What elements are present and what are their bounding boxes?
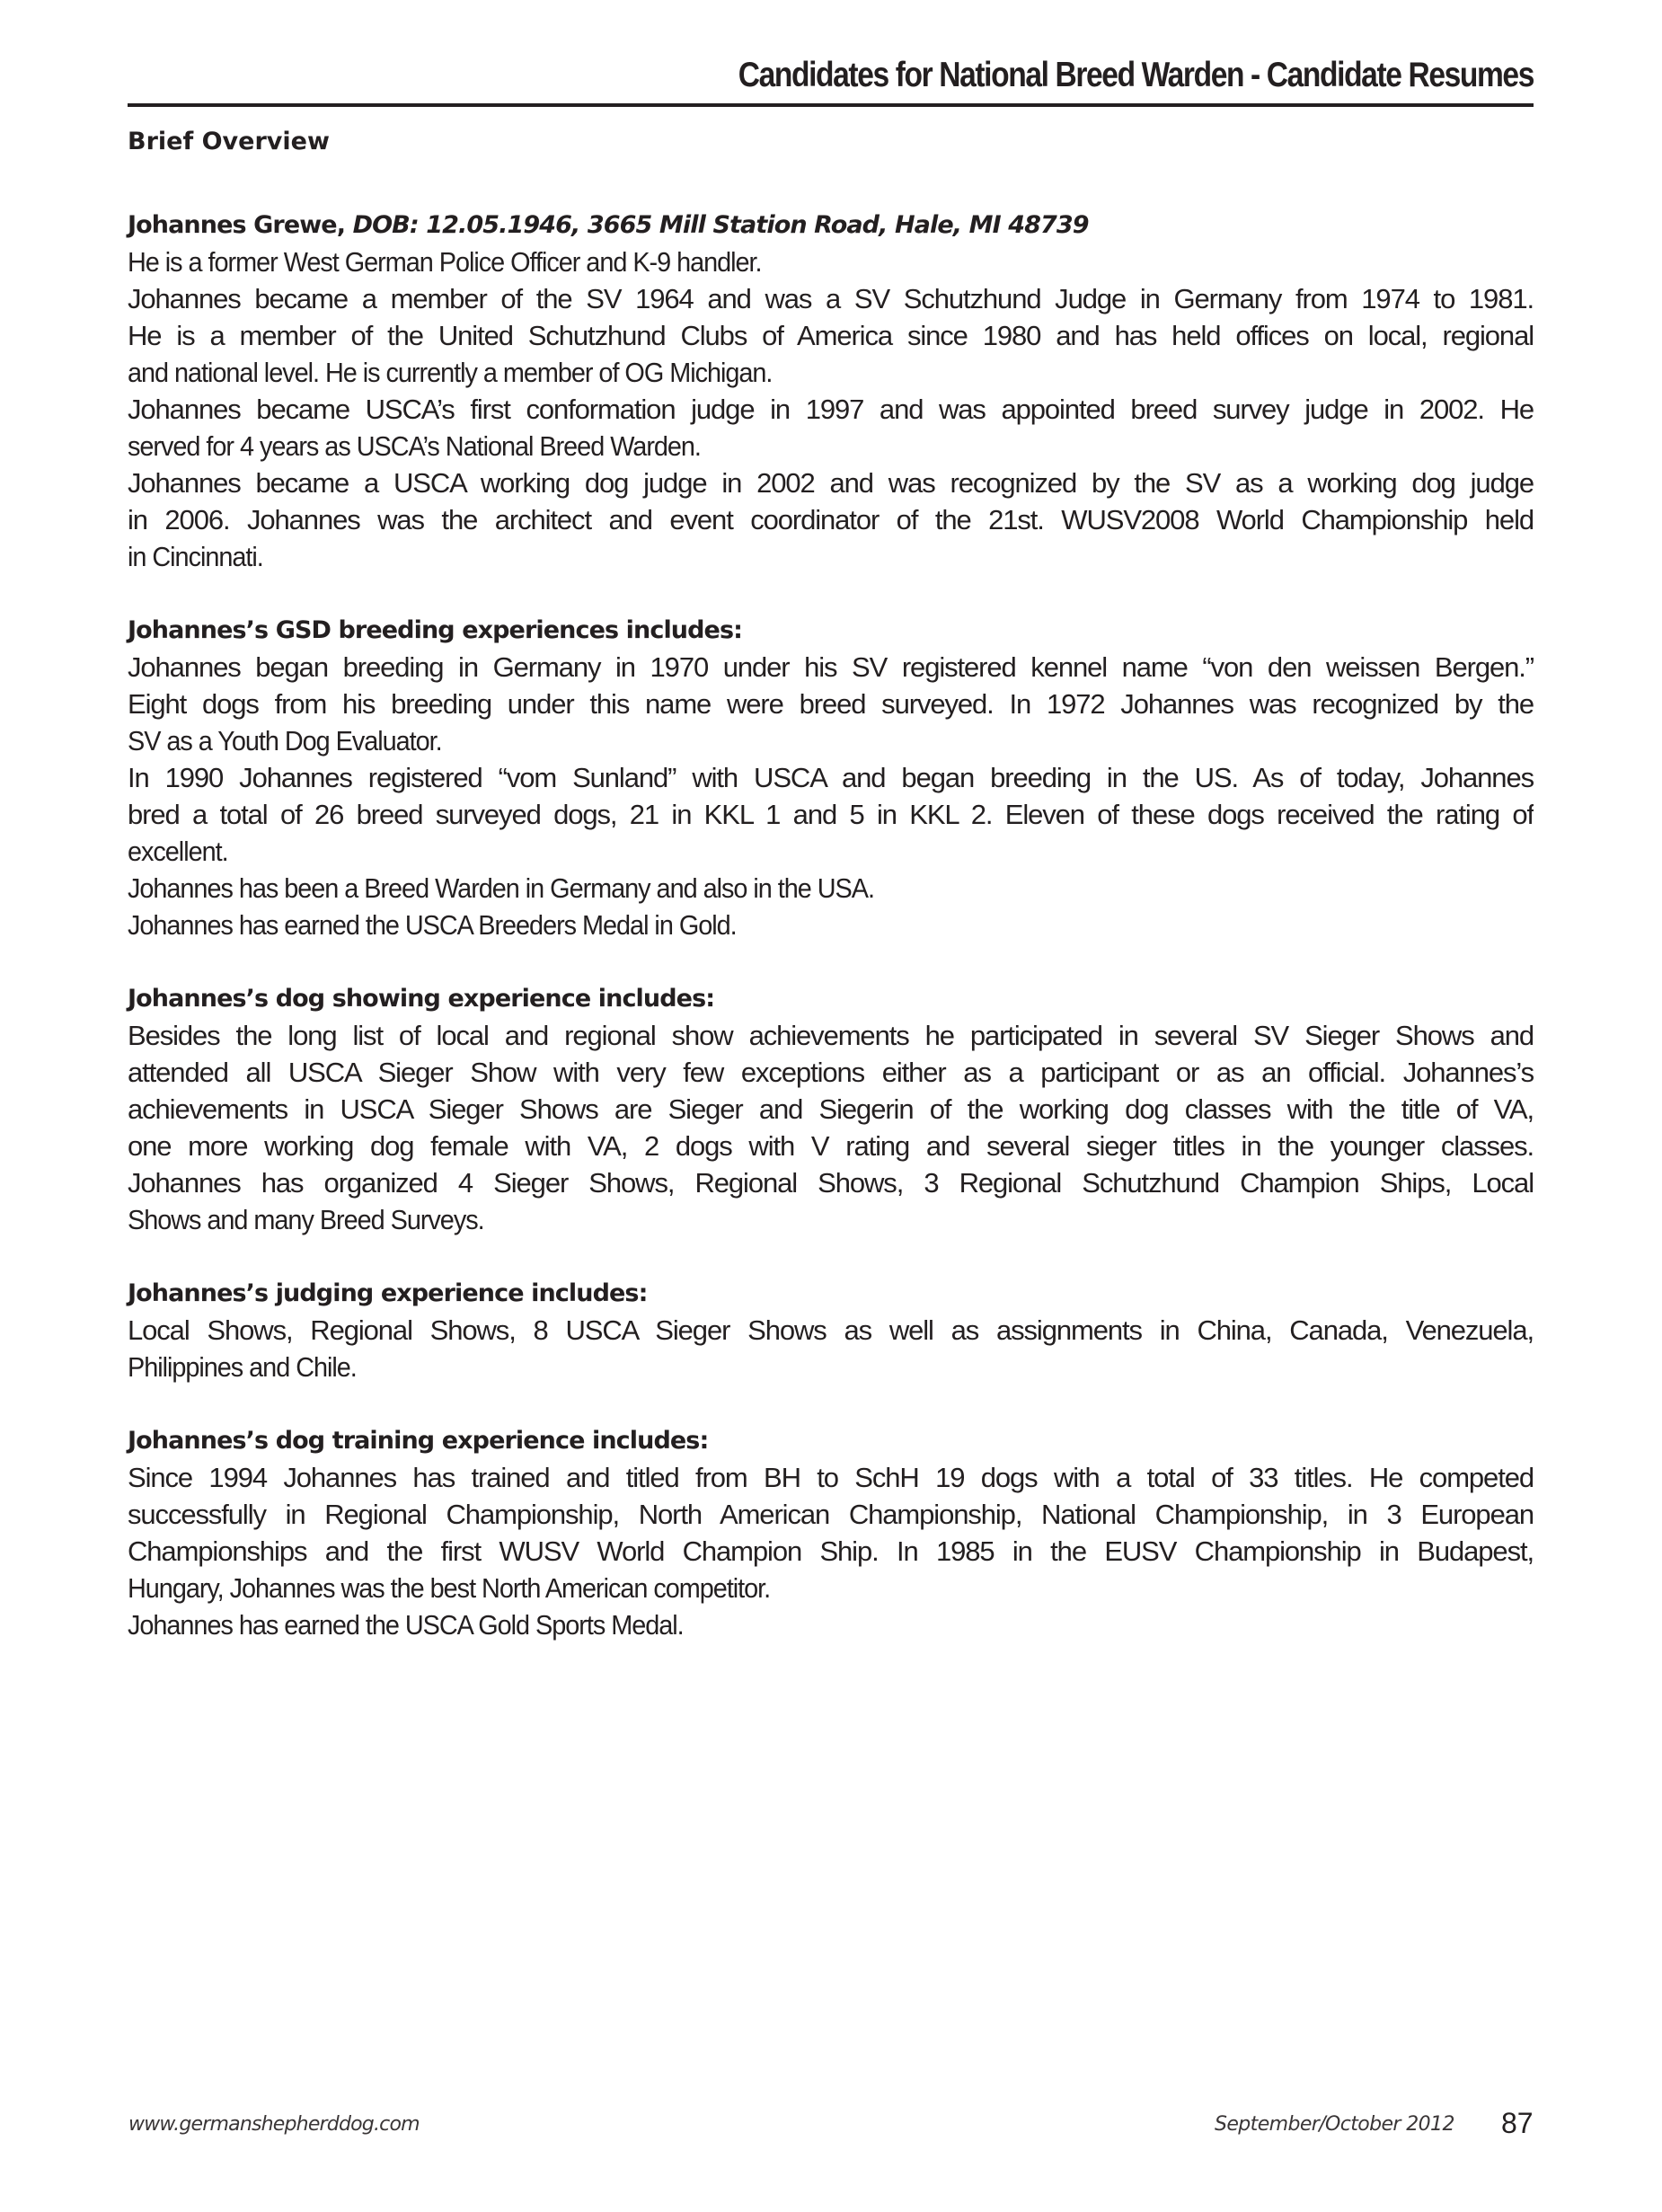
body-text-line: Johannes began breeding in Germany in 1970 under his SV registered kennel name “von den weissen Bergen.” <box>128 651 1534 683</box>
body-text-line: Johannes has earned the USCA Breeders Medal in Gold. <box>128 909 737 941</box>
body-text-line: successfully in Regional Championship, North American Championship, National Championship, in 3 European <box>128 1499 1534 1530</box>
section-experience <box>128 980 1534 1238</box>
body-text-line: He is a former West German Police Officer and K-9 handler. <box>128 246 762 278</box>
resume-content <box>128 123 1534 1680</box>
section-heading: Johannes’s dog training experience includes: <box>128 1427 709 1455</box>
body-text-line: Eight dogs from his breeding under this name were breed surveyed. In 1972 Johannes was recognized by the <box>128 688 1534 720</box>
body-text-line: Johannes has been a Breed Warden in Germany and also in the USA. <box>128 872 874 904</box>
body-text-line: excellent. <box>128 836 228 867</box>
body-text-line: Johannes has organized 4 Sieger Shows, Regional Shows, 3 Regional Schutzhund Champion Ships, Local <box>128 1167 1534 1199</box>
body-text-line: In 1990 Johannes registered “vom Sunland” with USCA and began breeding in the US. As of today, Johannes <box>128 762 1534 793</box>
body-text-line: Since 1994 Johannes has trained and titled from BH to SchH 19 dogs with a total of 33 titles. He competed <box>128 1462 1534 1493</box>
body-text-line: attended all USCA Sieger Show with very few exceptions either as a participant or as an official. Johannes’s <box>128 1057 1534 1088</box>
section-experience <box>128 612 1534 943</box>
body-text-line: bred a total of 26 breed surveyed dogs, 21 in KKL 1 and 5 in KKL 2. Eleven of these dogs received the rating of <box>128 799 1534 830</box>
footer-page-number: 87 <box>1501 2107 1534 2139</box>
body-text-line: achievements in USCA Sieger Shows are Sieger and Siegerin of the working dog classes with the title of VA, <box>128 1093 1534 1125</box>
resume-sections <box>128 243 1534 1643</box>
candidate-details: DOB: 12.05.1946, 3665 Mill Station Road, Hale, MI 48739 <box>345 211 1089 239</box>
body-text-line: Johannes became a USCA working dog judge in 2002 and was recognized by the SV as a working dog judge <box>128 467 1534 499</box>
body-text-line: and national level. He is currently a member of OG Michigan. <box>128 357 773 388</box>
candidate-name: Johannes Grewe, <box>128 211 346 239</box>
header-rule <box>128 103 1534 107</box>
footer-issue-date: September/October 2012 <box>1215 2113 1454 2136</box>
section-heading: Johannes’s judging experience includes: <box>128 1279 648 1307</box>
section-experience <box>128 1275 1534 1385</box>
body-text-line: Johannes has earned the USCA Gold Sports Medal. <box>128 1609 684 1641</box>
section-experience <box>128 1422 1534 1643</box>
body-text-line: Besides the long list of local and regional show achievements he participated in several SV Sieger Shows and <box>128 1020 1534 1051</box>
section-heading: Johannes’s dog showing experience includes: <box>128 985 715 1013</box>
section-background <box>128 243 1534 575</box>
body-text-line: served for 4 years as USCA’s National Breed Warden. <box>128 430 701 462</box>
body-text-line: Johannes became USCA’s first conformation judge in 1997 and was appointed breed survey judge in 2002. He <box>128 394 1534 425</box>
body-text-line: Hungary, Johannes was the best North American competitor. <box>128 1572 771 1604</box>
section-heading: Johannes’s GSD breeding experiences includes: <box>128 616 743 644</box>
body-text-line: in Cincinnati. <box>128 541 263 572</box>
body-text-line: He is a member of the United Schutzhund Clubs of America since 1980 and has held offices on local, regional <box>128 320 1534 351</box>
footer-website: www.germanshepherddog.com <box>128 2113 420 2136</box>
body-text-line: Championships and the first WUSV World Champion Ship. In 1985 in the EUSV Championship in Budapest, <box>128 1535 1534 1567</box>
running-header-title: Candidates for National Breed Warden - Candidate Resumes <box>738 56 1534 94</box>
body-text-line: in 2006. Johannes was the architect and event coordinator of the 21st. WUSV2008 World Championship held <box>128 504 1534 535</box>
body-text-line: Shows and many Breed Surveys. <box>128 1204 484 1235</box>
body-text-line: Philippines and Chile. <box>128 1351 357 1383</box>
body-text-line: Local Shows, Regional Shows, 8 USCA Sieger Shows as well as assignments in China, Canada, Venezuela, <box>128 1314 1534 1346</box>
section-title-brief-overview: Brief Overview <box>128 128 330 155</box>
body-text-line: SV as a Youth Dog Evaluator. <box>128 725 442 757</box>
candidate-heading <box>128 207 1534 243</box>
body-text-line: Johannes became a member of the SV 1964 and was a SV Schutzhund Judge in Germany from 1974 to 1981. <box>128 283 1534 314</box>
body-text-line: one more working dog female with VA, 2 dogs with V rating and several sieger titles in the younger classes. <box>128 1130 1534 1162</box>
